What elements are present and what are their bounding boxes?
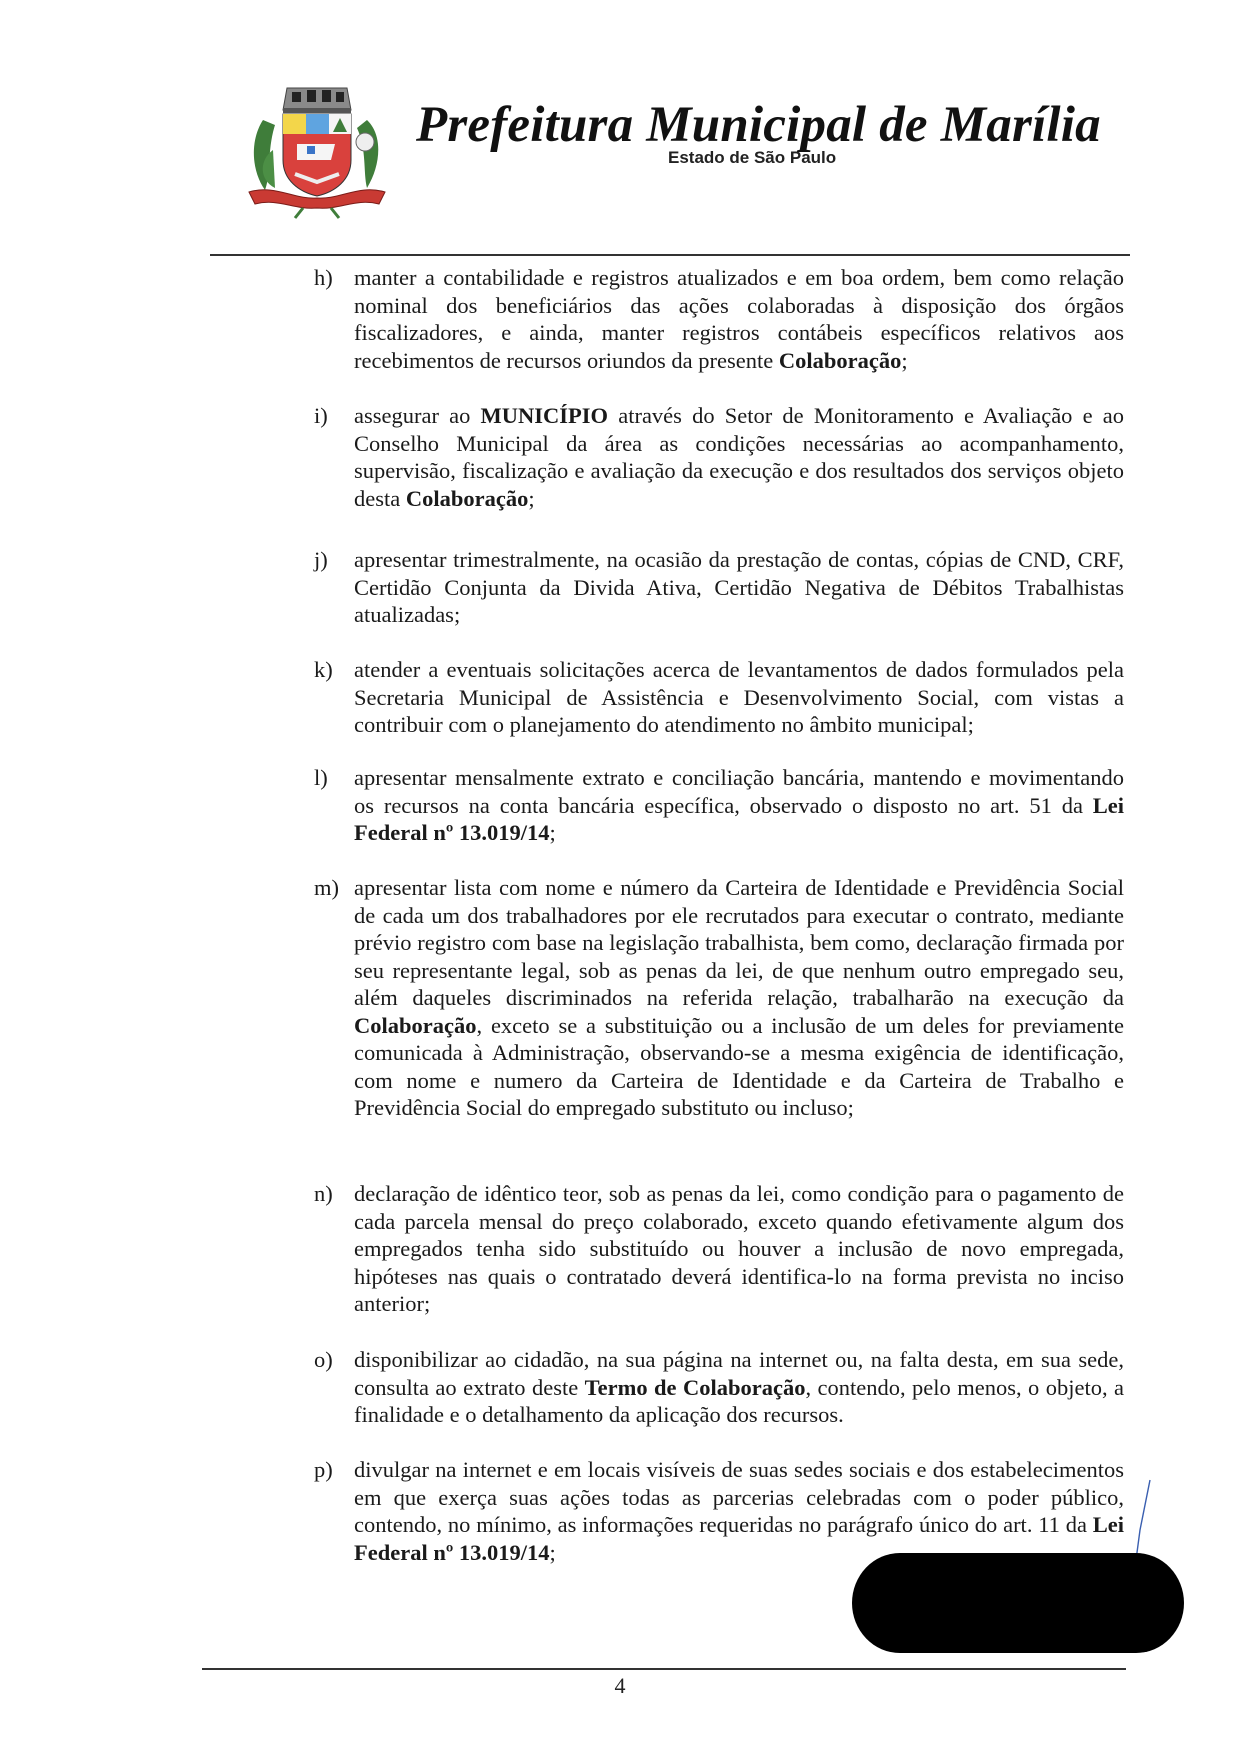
bold-term: MUNICÍPIO: [480, 403, 609, 428]
clause-letter: j): [314, 547, 328, 572]
clause-text: [354, 656, 1124, 739]
clause-letter: o): [314, 1347, 333, 1372]
bold-term: Lei Federal nº 13.019/14: [354, 792, 1124, 845]
page-number: 4: [614, 1673, 626, 1698]
clause-text: [354, 1180, 1124, 1318]
text-run: manter a contabilidade e registros atualizados e em boa ordem, bem como relação nominal dos beneficiários das ações colaboradas à disposição dos órgãos fiscalizadores, e ainda, manter registros contábeis específicos relativos aos recebimentos de recursos oriundos da presente: [354, 265, 1124, 373]
text-run: apresentar trimestralmente, na ocasião da prestação de contas, cópias de CND, CRF, Certidão Conjunta da Divida Ativa, Certidão Negativa de Débitos Trabalhistas atualizadas;: [354, 547, 1124, 627]
clause-letter: h): [314, 265, 333, 290]
text-run: ;: [528, 485, 535, 511]
clause-l: [314, 764, 1124, 847]
clause-k: [314, 656, 1124, 739]
text-run: declaração de idêntico teor, sob as penas da lei, como condição para o pagamento de cada parcela mensal do preço colaborado, exceto quando efetivamente algum dos empregados tenha sido substituído ou houver a inclusão de novo empregada, hipóteses nas quais o contratado deverá identifica-lo na forma prevista no inciso anterior;: [354, 1181, 1124, 1316]
text-run: apresentar lista com nome e número da Carteira de Identidade e Previdência Social de cada um dos trabalhadores por ele recrutados para executar o contrato, mediante prévio registro com base na legislação trabalhista, bem como, declaração firmada por seu representante legal, sob as penas da lei, de que nenhum outro empregado seu, além daqueles discriminados na referida relação, trabalharão na execução da: [354, 875, 1124, 1010]
footer-divider: [202, 1668, 1126, 1670]
clause-letter: l): [314, 765, 328, 790]
clause-j: [314, 546, 1124, 629]
clause-o: [314, 1346, 1124, 1429]
text-run: ;: [549, 820, 556, 845]
coat-of-arms-icon: [245, 80, 390, 220]
text-run: através do Setor de Monitoramento e Avaliação e ao Conselho Municipal da área as condições necessárias ao acompanhamento, supervisão, fiscalização e avaliação da execução e dos resultados dos serviços objeto desta: [354, 403, 1124, 511]
clause-text: [354, 874, 1124, 1122]
clause-letter: p): [314, 1457, 333, 1482]
text-run: disponibilizar ao cidadão, na sua página na internet ou, na falta desta, em sua sede, consulta ao extrato deste: [354, 1347, 1124, 1400]
bold-term: Lei Federal nº 13.019/14: [354, 1512, 1124, 1565]
header-divider: [210, 254, 1130, 256]
clause-text: [354, 1346, 1124, 1429]
header-subtitle: Estado de São Paulo: [668, 148, 837, 167]
bold-term: Colaboração: [778, 347, 902, 373]
clause-i: [314, 402, 1124, 512]
text-run: assegurar ao: [354, 403, 481, 428]
clause-letter: i): [314, 403, 328, 428]
bold-term: Termo de Colaboração: [584, 1374, 806, 1400]
clause-letter: n): [314, 1181, 333, 1206]
clause-text: [354, 264, 1124, 374]
clause-text: [354, 546, 1124, 629]
header-title: Prefeitura Municipal de Marília: [416, 97, 1101, 153]
text-run: , contendo, pelo menos, o objeto, a finalidade e o detalhamento da aplicação dos recursos.: [354, 1374, 1125, 1427]
clause-letter: m): [314, 875, 339, 900]
clause-text: [354, 764, 1124, 847]
clause-m: [314, 874, 1124, 1122]
clause-text: [354, 402, 1124, 512]
text-run: apresentar mensalmente extrato e conciliação bancária, mantendo e movimentando os recursos na conta bancária específica, observado o disposto no art. 51 da: [354, 765, 1124, 818]
text-run: atender a eventuais solicitações acerca de levantamentos de dados formulados pela Secretaria Municipal de Assistência e Desenvolvimento Social, com vistas a contribuir com o planejamento do atendimento no âmbito municipal;: [354, 657, 1124, 737]
text-run: ;: [549, 1539, 556, 1565]
bold-term: Colaboração: [354, 1012, 477, 1038]
bold-term: Colaboração: [405, 485, 529, 511]
text-run: ;: [901, 347, 908, 373]
text-run: , exceto se a substituição ou a inclusão de um deles for previamente comunicada à Administração, observando-se a mesma exigência de identificação, com nome e numero da Carteira de Identidade e da Carteira de Trabalho e Previdência Social do empregado substituto ou incluso;: [354, 1012, 1124, 1120]
clause-letter: k): [314, 657, 333, 682]
clause-h: [314, 264, 1124, 374]
clause-n: [314, 1180, 1124, 1318]
text-run: divulgar na internet e em locais visíveis de suas sedes sociais e dos estabelecimentos em que exerça suas ações todas as parcerias celebradas com o poder público, contendo, no mínimo, as informações requeridas no parágrafo único do art. 11 da: [354, 1457, 1124, 1537]
redaction-block: [852, 1553, 1184, 1653]
